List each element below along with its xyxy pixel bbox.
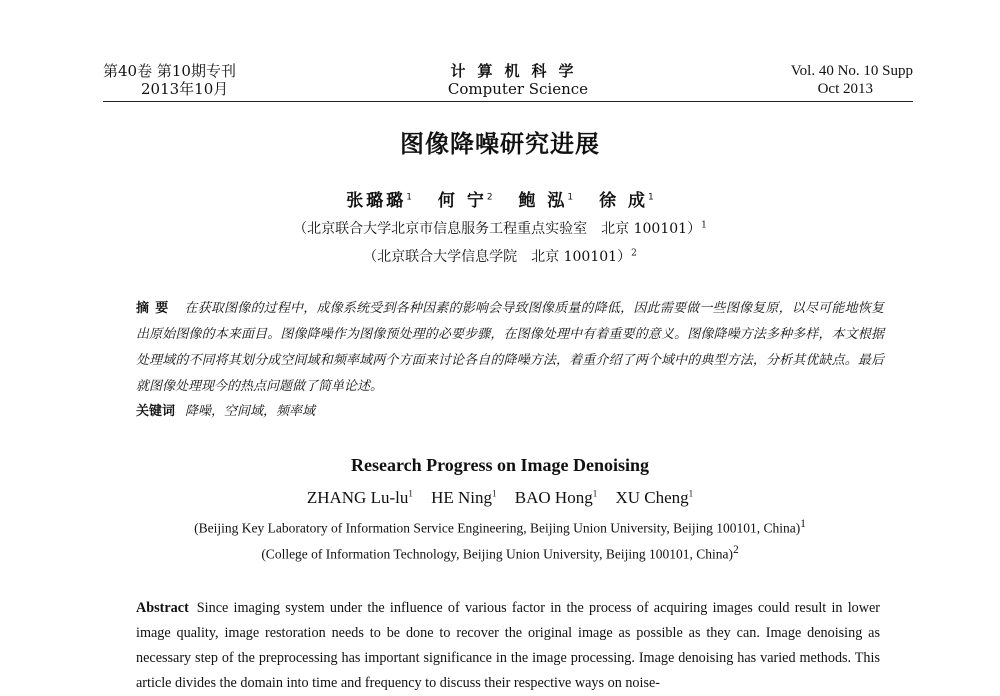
- paper-title-cn: 图像降噪研究进展: [400, 130, 600, 158]
- keywords-cn-label: 关键词: [136, 404, 176, 419]
- keywords-cn: [136, 400, 315, 419]
- author-en: BAO Hong$^1$: [514, 488, 598, 507]
- header-date-line-en: Oct 2013: [817, 81, 873, 97]
- author-en: HE Ning$^1$: [431, 488, 497, 507]
- abstract-en: [136, 596, 880, 696]
- affiliation-cn-1: （北京联合大学北京市信息服务工程重点实验室 北京 100101）$^1$: [293, 220, 707, 237]
- abstract-cn-label: 摘要: [136, 301, 175, 316]
- author-list-en: [0, 488, 1000, 508]
- header-volume-info: [103, 62, 236, 98]
- author-en: XU Cheng$^1$: [615, 488, 694, 507]
- header-date-line: 2013年10月: [141, 80, 229, 98]
- abstract-en-label: Abstract: [136, 600, 189, 616]
- affiliation-en-2: (College of Information Technology, Beijing Union University, Beijing 100101, China)$^2$: [261, 544, 739, 562]
- abstract-cn-text: 在获取图像的过程中，成像系统受到各种因素的影响会导致图像质量的降低，因此需要做一些图像复原，以尽可能地恢复出原始图像的本来面目。图像降噪作为图像预处理的必要步骤，在图像处理中有着重要的意义。图像降噪方法多种多样，本文根据处理域的不同将其划分成空间域和频率域两个方面来讨论各自的降噪方法，着重介绍了两个域中的典型方法，分析其优缺点。最后就图像处理现今的热点问题做了简单论述。: [136, 301, 884, 394]
- affiliation-en-1: (Beijing Key Laboratory of Information Service Engineering, Beijing Union University, Beijing 100101, China)$^1$: [194, 518, 806, 536]
- keywords-cn-text: 降噪，空间域，频率域: [185, 404, 316, 419]
- header-divider: [103, 101, 913, 102]
- abstract-cn: [136, 296, 884, 400]
- header-volume-line-en: Vol. 40 No. 10 Supp: [790, 63, 913, 79]
- author-list-cn: [0, 186, 1000, 211]
- paper-title-en: Research Progress on Image Denoising: [351, 455, 649, 475]
- journal-header: [103, 62, 913, 102]
- author-cn: 张璐璐$^1$: [346, 191, 412, 211]
- author-cn: 何 宁$^2$: [437, 191, 493, 211]
- header-journal-name-cn: 计算机科学: [450, 62, 586, 80]
- author-en: ZHANG $Lu-lu^1$: [306, 488, 413, 507]
- author-cn: 徐 成$^1$: [599, 191, 654, 211]
- header-journal-name: [423, 62, 613, 98]
- author-cn: 鲍 泓$^1$: [518, 191, 574, 211]
- affiliation-cn-2: （北京联合大学信息学院 北京 100101）$^2$: [363, 248, 637, 265]
- header-volume-line: 第40卷 第10期专刊: [103, 62, 236, 80]
- abstract-en-text: Since imaging system under the influence of various factor in the process of acquiring images could result in lower image quality, image restoration needs to be done to recover the original image as possible as they can. Image denoising as necessary step of the preprocessing has important significance in the image processing. Image denoising has varied methods. This article divides the domain into time and frequency to discuss their respective ways on noise-: [136, 600, 880, 691]
- header-volume-info-en: [791, 62, 913, 98]
- header-journal-name-en: Computer Science: [447, 80, 589, 98]
